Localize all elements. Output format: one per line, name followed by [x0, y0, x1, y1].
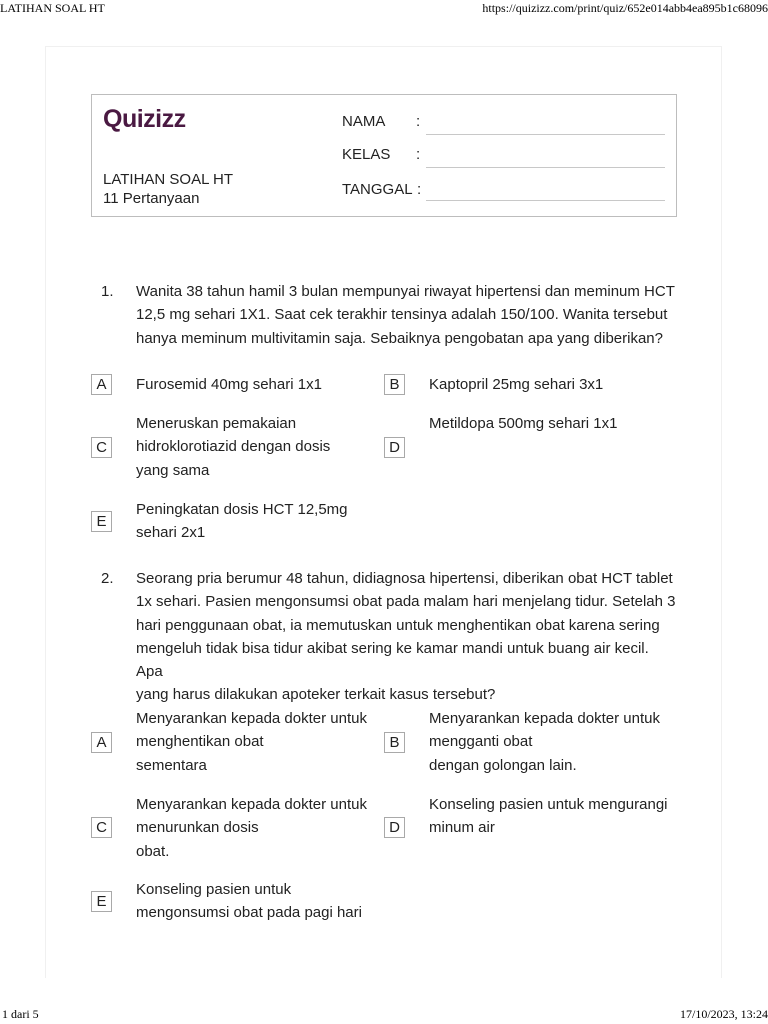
q1-option-b-text [429, 373, 603, 396]
q2-option-e-text [136, 878, 362, 925]
q1-option-a-text [136, 373, 322, 396]
date-colon: : [417, 181, 422, 198]
question-text-line: mengeluh tidak bisa tidur akibat sering ke kamar mandi untuk buang air kecil. Apa [136, 639, 649, 681]
q1-option-d-text [429, 412, 617, 435]
q2-option-d-box[interactable]: D [384, 817, 405, 838]
q2-option-b-text [429, 707, 660, 777]
date-label: TANGGAL [342, 181, 413, 198]
q1-option-e-box[interactable]: E [91, 511, 112, 532]
question-count: 11 Pertanyaan [103, 190, 200, 207]
question-text-line: yang harus dilakukan apoteker terkait kasus tersebut? [136, 686, 496, 704]
q1-option-c-box[interactable]: C [91, 437, 112, 458]
option-text-line: menurunkan dosis [136, 819, 259, 837]
print-page-title: LATIHAN SOAL HT [0, 1, 105, 15]
option-text-line: Peningkatan dosis HCT 12,5mg [136, 501, 348, 518]
option-text-line: Menyarankan kepada dokter untuk [136, 796, 367, 813]
option-text-line: dengan golongan lain. [429, 756, 577, 774]
print-url[interactable]: https://quizizz.com/print/quiz/652e014abb4ea895b1c68096 [482, 1, 768, 15]
option-text-line: sehari 2x1 [136, 524, 206, 542]
q1-option-d-box[interactable]: D [384, 437, 405, 458]
option-text-line: Metildopa 500mg sehari 1x1 [429, 415, 618, 432]
question-text-line: Wanita 38 tahun hamil 3 bulan mempunyai riwayat hipertensi dan meminum HCT [136, 283, 675, 300]
q2-option-c-box[interactable]: C [91, 817, 112, 838]
class-colon: : [416, 146, 421, 163]
q1-option-e-text [136, 498, 348, 545]
q2-option-c-text [136, 793, 367, 863]
option-text-line: minum air [429, 819, 495, 837]
name-colon: : [416, 113, 421, 130]
q1-option-a-box[interactable]: A [91, 374, 112, 395]
question-text-line: 1x sehari. Pasien mengonsumsi obat pada malam hari menjelang tidur. Setelah 3 [136, 593, 676, 611]
q2-option-e-box[interactable]: E [91, 891, 112, 912]
option-text-line: Menyarankan kepada dokter untuk [136, 710, 367, 727]
option-text-line: Konseling pasien untuk mengurangi [429, 796, 668, 813]
question-text-line: 12,5 mg sehari 1X1. Saat cek terakhir tensinya adalah 150/100. Wanita tersebut [136, 306, 668, 324]
option-text-line: Menyarankan kepada dokter untuk [429, 710, 660, 727]
question-text-line: Seorang pria berumur 48 tahun, didiagnosa hipertensi, diberikan obat HCT tablet [136, 570, 673, 587]
option-text-line: Kaptopril 25mg sehari 3x1 [429, 376, 604, 393]
question-2-text [136, 567, 676, 707]
print-page-indicator: 1 dari 5 [2, 1007, 39, 1021]
q2-option-a-text [136, 707, 367, 777]
class-line [426, 167, 665, 168]
q1-option-c-text [136, 412, 330, 482]
print-datetime: 17/10/2023, 13:24 [679, 1007, 768, 1021]
question-1-number: 1. [101, 283, 114, 300]
class-label: KELAS [342, 146, 391, 163]
option-text-line: hidroklorotiazid dengan dosis [136, 438, 331, 456]
question-text-line: hanya meminum multivitamin saja. Sebaiknya pengobatan apa yang diberikan? [136, 329, 663, 347]
option-text-line: mengganti obat [429, 733, 533, 751]
option-text-line: Konseling pasien untuk [136, 881, 292, 898]
quizizz-logo [103, 104, 193, 132]
option-text-line: Meneruskan pemakaian [136, 415, 297, 432]
q1-option-b-box[interactable]: B [384, 374, 405, 395]
date-line [426, 200, 665, 201]
question-text-line: hari penggunaan obat, ia memutuskan untuk menghentikan obat karena sering [136, 616, 660, 634]
option-text-line: mengonsumsi obat pada pagi hari [136, 904, 362, 922]
quiz-title: LATIHAN SOAL HT [103, 171, 234, 188]
q2-option-a-box[interactable]: A [91, 732, 112, 753]
option-text-line: menghentikan obat [136, 733, 264, 751]
question-2-number: 2. [101, 570, 114, 587]
name-label: NAMA [342, 113, 386, 130]
quizizz-logo-text: Quizizz [103, 105, 186, 132]
option-text-line: Furosemid 40mg sehari 1x1 [136, 376, 322, 393]
print-footer [0, 1008, 768, 1024]
name-line [426, 134, 665, 135]
option-text-line: sementara [136, 756, 207, 774]
q2-option-d-text [429, 793, 668, 840]
question-1-text [136, 280, 676, 350]
print-header [0, 0, 768, 16]
q2-option-b-box[interactable]: B [384, 732, 405, 753]
option-text-line: obat. [136, 842, 170, 860]
option-text-line: yang sama [136, 461, 210, 479]
